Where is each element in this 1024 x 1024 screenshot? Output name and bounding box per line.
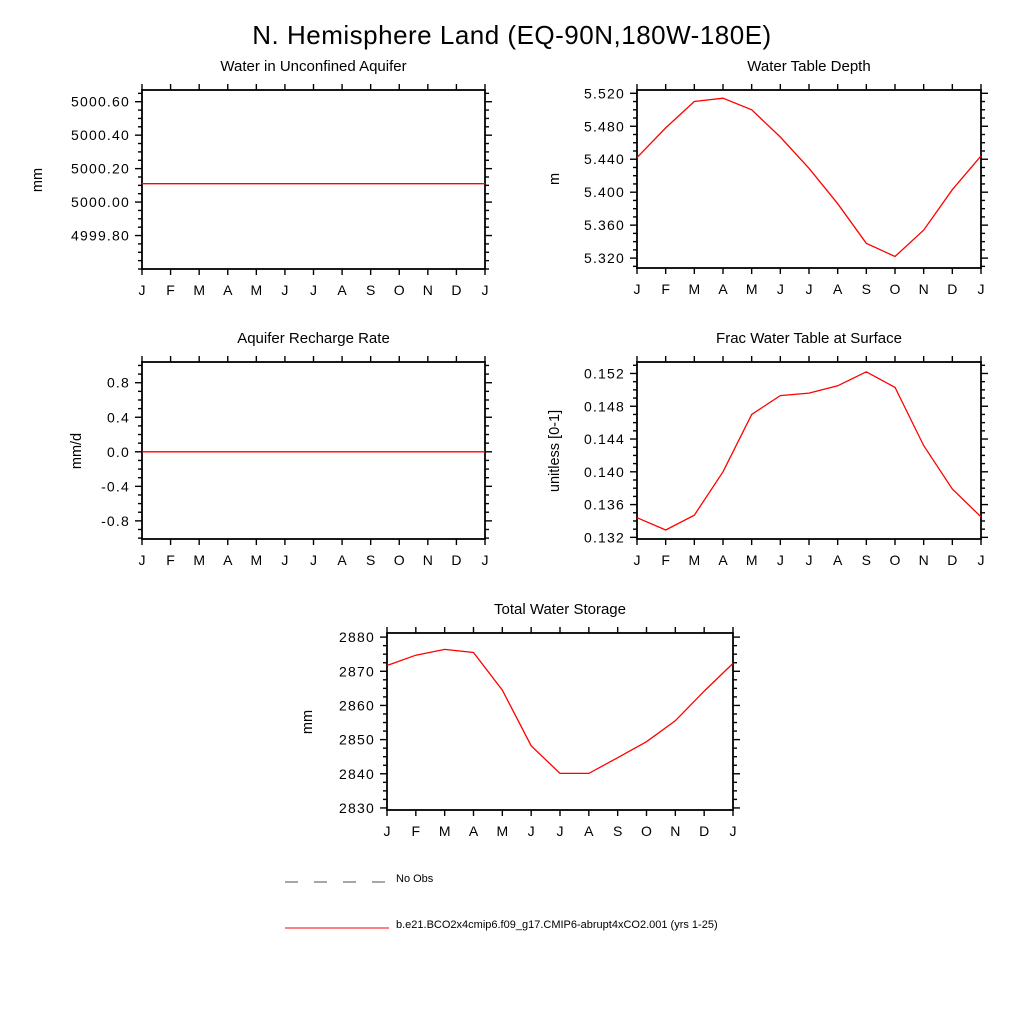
x-tick-label: J xyxy=(527,823,535,839)
x-tick-label: J xyxy=(310,552,317,568)
x-tick-label: A xyxy=(584,823,594,839)
x-tick-label: M xyxy=(688,552,701,568)
y-tick-label: 5000.20 xyxy=(70,160,130,177)
x-tick-label: J xyxy=(138,282,146,298)
x-tick-label: M xyxy=(250,282,263,298)
plot-border xyxy=(637,90,981,268)
y-tick-label: 0.8 xyxy=(106,374,130,391)
y-tick-label: 5000.40 xyxy=(70,127,130,144)
x-tick-label: M xyxy=(193,552,206,568)
x-tick-label: M xyxy=(438,823,451,839)
x-tick-label: M xyxy=(688,281,701,297)
x-tick-label: J xyxy=(977,552,985,568)
chart-panel-water-in-unconfined-aquifer xyxy=(22,56,501,305)
y-tick-label: 5.360 xyxy=(583,217,625,234)
x-tick-label: D xyxy=(947,281,958,297)
x-tick-label: J xyxy=(481,552,489,568)
y-tick-label: 0.0 xyxy=(106,443,130,460)
y-tick-label: 0.136 xyxy=(583,496,625,513)
x-tick-label: S xyxy=(365,552,376,568)
x-tick-label: F xyxy=(166,282,175,298)
legend-dashed-line-sample xyxy=(283,874,393,892)
x-tick-label: J xyxy=(633,552,641,568)
y-axis-label: m xyxy=(547,172,563,186)
x-tick-label: A xyxy=(223,282,233,298)
plot-border xyxy=(142,362,485,539)
chart-title: Total Water Storage xyxy=(493,601,626,618)
y-tick-label: -0.8 xyxy=(101,512,130,529)
y-tick-label: 4999.80 xyxy=(70,227,130,244)
series-line xyxy=(637,372,981,530)
x-tick-label: J xyxy=(481,282,489,298)
x-tick-label: M xyxy=(250,552,263,568)
x-tick-label: D xyxy=(451,552,462,568)
x-tick-label: S xyxy=(861,281,872,297)
y-tick-label: 2850 xyxy=(339,731,375,748)
legend-label: b.e21.BCO2x4cmip6.f09_g17.CMIP6-abrupt4xCO2.001 (yrs 1-25) xyxy=(396,919,718,931)
y-tick-label: 0.132 xyxy=(583,529,625,546)
chart-panel-frac-water-table-at-surface xyxy=(517,328,997,575)
page-title: N. Hemisphere Land (EQ-90N,180W-180E) xyxy=(252,20,772,50)
x-tick-label: S xyxy=(612,823,623,839)
x-tick-label: M xyxy=(745,552,758,568)
y-tick-label: -0.4 xyxy=(101,478,130,495)
chart-title: Water in Unconfined Aquifer xyxy=(220,58,407,75)
x-tick-label: D xyxy=(947,552,958,568)
x-tick-label: J xyxy=(776,552,784,568)
chart-panel-aquifer-recharge-rate xyxy=(22,328,501,575)
x-tick-label: J xyxy=(805,552,813,568)
y-tick-label: 2880 xyxy=(339,629,375,646)
x-tick-label: A xyxy=(718,552,728,568)
y-tick-label: 0.140 xyxy=(583,463,625,480)
chart-title: Aquifer Recharge Rate xyxy=(237,330,390,347)
plot-border xyxy=(637,362,981,539)
chart-panel-water-table-depth xyxy=(517,56,997,304)
y-tick-label: 0.144 xyxy=(583,431,625,448)
x-tick-label: J xyxy=(556,823,564,839)
x-tick-label: J xyxy=(138,552,146,568)
y-tick-label: 2830 xyxy=(339,799,375,816)
y-tick-label: 0.4 xyxy=(106,409,130,426)
x-tick-label: J xyxy=(805,281,813,297)
y-axis-label: mm/d xyxy=(69,432,85,469)
x-tick-label: O xyxy=(393,282,405,298)
legend-solid-line-sample xyxy=(283,920,393,938)
y-axis-label: mm xyxy=(30,167,47,192)
y-axis-label: unitless [0-1] xyxy=(547,409,563,492)
x-tick-label: A xyxy=(223,552,233,568)
chart-canvas xyxy=(22,328,501,575)
x-tick-label: A xyxy=(337,282,347,298)
y-tick-label: 5.480 xyxy=(583,118,625,135)
x-tick-label: N xyxy=(918,281,929,297)
x-tick-label: F xyxy=(166,552,175,568)
y-tick-label: 2870 xyxy=(339,663,375,680)
y-tick-label: 5.520 xyxy=(583,85,625,102)
plot-border xyxy=(387,633,733,810)
y-tick-label: 0.148 xyxy=(583,398,625,415)
x-tick-label: J xyxy=(281,282,289,298)
x-tick-label: J xyxy=(776,281,784,297)
x-tick-label: J xyxy=(729,823,737,839)
chart-canvas xyxy=(517,56,997,304)
x-tick-label: D xyxy=(451,282,462,298)
chart-title: Frac Water Table at Surface xyxy=(716,330,902,347)
legend-label: No Obs xyxy=(396,873,434,885)
legend-line-canvas xyxy=(283,923,393,933)
chart-panel-total-water-storage xyxy=(267,599,749,846)
x-tick-label: A xyxy=(832,281,843,297)
y-tick-label: 2860 xyxy=(339,697,375,714)
x-tick-label: S xyxy=(365,282,376,298)
x-tick-label: J xyxy=(281,552,289,568)
series-line xyxy=(637,98,981,256)
x-tick-label: O xyxy=(393,552,405,568)
axis-ticks xyxy=(630,356,988,545)
x-tick-label: M xyxy=(193,282,206,298)
y-tick-label: 5.400 xyxy=(583,184,625,201)
x-tick-label: A xyxy=(718,281,728,297)
series-line xyxy=(387,649,733,773)
x-tick-label: J xyxy=(633,281,641,297)
x-tick-label: N xyxy=(422,552,433,568)
x-tick-label: M xyxy=(745,281,758,297)
x-tick-label: J xyxy=(310,282,317,298)
x-tick-label: O xyxy=(889,552,901,568)
x-tick-label: F xyxy=(411,823,421,839)
x-tick-label: A xyxy=(832,552,843,568)
chart-title: Water Table Depth xyxy=(747,58,871,75)
axis-ticks xyxy=(135,356,492,545)
x-tick-label: N xyxy=(670,823,681,839)
x-tick-label: F xyxy=(661,552,670,568)
x-tick-label: M xyxy=(496,823,509,839)
axis-ticks xyxy=(380,627,740,816)
y-axis-label: mm xyxy=(300,709,317,734)
y-tick-label: 5.320 xyxy=(583,250,625,267)
plot-border xyxy=(142,90,485,269)
chart-canvas xyxy=(22,56,501,305)
y-tick-label: 0.152 xyxy=(583,365,625,382)
y-tick-label: 5000.60 xyxy=(70,93,130,110)
x-tick-label: J xyxy=(383,823,391,839)
chart-canvas xyxy=(267,599,749,846)
y-tick-label: 5.440 xyxy=(583,151,625,168)
x-tick-label: A xyxy=(337,552,347,568)
x-tick-label: D xyxy=(699,823,710,839)
x-tick-label: N xyxy=(918,552,929,568)
x-tick-label: S xyxy=(861,552,872,568)
x-tick-label: A xyxy=(468,823,479,839)
legend-line-canvas xyxy=(283,877,393,887)
x-tick-label: O xyxy=(641,823,652,839)
y-tick-label: 2840 xyxy=(339,765,375,782)
x-tick-label: N xyxy=(422,282,433,298)
y-tick-label: 5000.00 xyxy=(70,194,130,211)
axis-ticks xyxy=(630,84,988,274)
chart-canvas xyxy=(517,328,997,575)
x-tick-label: F xyxy=(661,281,670,297)
x-tick-label: J xyxy=(977,281,985,297)
axis-ticks xyxy=(135,84,492,275)
x-tick-label: O xyxy=(889,281,901,297)
